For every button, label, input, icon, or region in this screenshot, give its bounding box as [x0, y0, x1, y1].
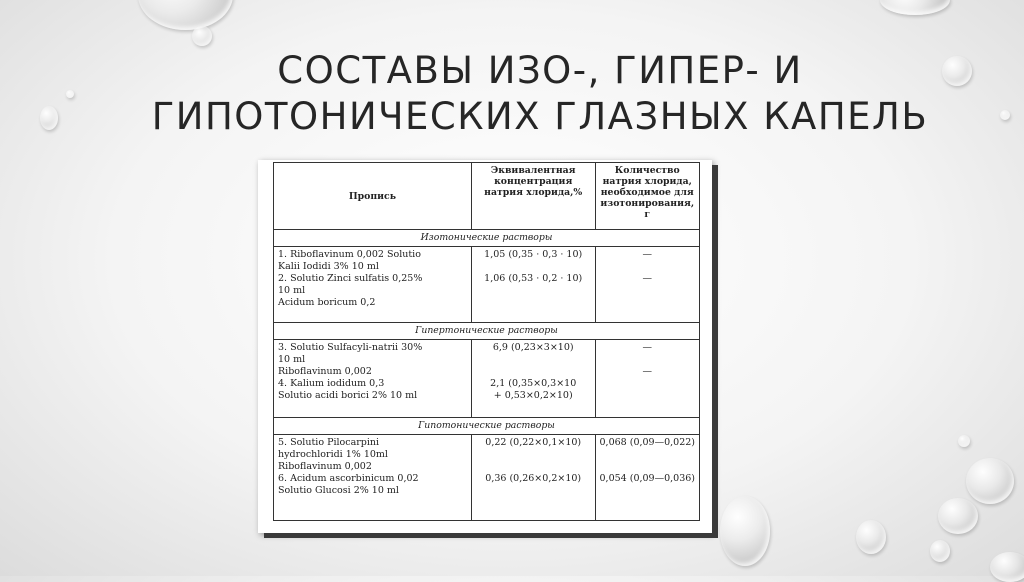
recipe-line: 3. Solutio Sulfacyli-natrii 30% [278, 342, 423, 353]
value-line: 0,068 (0,09—0,022) [599, 437, 695, 448]
recipe-line: 4. Kalium iodidum 0,3 [278, 378, 385, 389]
recipe-line: Kalii Iodidi 3% 10 ml [278, 261, 379, 272]
value-line: — [642, 249, 652, 260]
recipe-line: 2. Solutio Zinci sulfatis 0,25% [278, 273, 423, 284]
recipe-line: Acidum boricum 0,2 [278, 297, 376, 308]
value-line: 1,05 (0,35 · 0,3 · 10) [484, 249, 583, 260]
water-drop-decoration [930, 540, 950, 562]
water-drop-decoration [720, 496, 770, 566]
recipe-line: Riboflavinum 0,002 [278, 461, 372, 472]
water-drop-decoration [40, 106, 58, 130]
water-drop-decoration [856, 520, 886, 554]
table-row [274, 247, 700, 323]
section-title: Изотонические растворы [274, 230, 700, 247]
title-line-2: ГИПОТОНИЧЕСКИХ ГЛАЗНЫХ КАПЕЛЬ [151, 95, 929, 138]
value-line: 1,06 (0,53 · 0,2 · 10) [484, 273, 583, 284]
recipe-line: Solutio Glucosi 2% 10 ml [278, 485, 399, 496]
amount-cell [595, 340, 699, 418]
recipe-line: Riboflavinum 0,002 [278, 366, 372, 377]
value-line: — [642, 342, 652, 353]
section-row [274, 323, 700, 340]
header-recipe: Пропись [274, 163, 472, 230]
amount-cell [595, 435, 699, 521]
value-line: 0,054 (0,09—0,036) [599, 473, 695, 484]
recipe-cell [274, 340, 472, 418]
equivalent-cell [471, 340, 595, 418]
recipe-line: 10 ml [278, 354, 306, 365]
value-line: 0,36 (0,26×0,2×10) [485, 473, 582, 484]
table-header-row [274, 163, 700, 230]
recipe-line: hydrochloridi 1% 10ml [278, 449, 388, 460]
water-drop-decoration [66, 90, 74, 98]
section-title: Гипертонические растворы [274, 323, 700, 340]
section-row [274, 418, 700, 435]
table-row [274, 340, 700, 418]
value-line: 0,22 (0,22×0,1×10) [485, 437, 582, 448]
water-drop-decoration [192, 26, 212, 46]
recipe-line: 1. Riboflavinum 0,002 Solutio [278, 249, 421, 260]
water-drop-decoration [990, 552, 1024, 582]
title-line-1: СОСТАВЫ ИЗО-, ГИПЕР- И [277, 49, 803, 92]
equivalent-cell [471, 435, 595, 521]
value-line: — [642, 273, 652, 284]
page-title [130, 48, 950, 140]
amount-cell [595, 247, 699, 323]
recipe-line: Solutio acidi borici 2% 10 ml [278, 390, 418, 401]
recipe-cell [274, 435, 472, 521]
header-amount: Количество натрия хлорида, необходимое для изотонирования, г [595, 163, 699, 230]
eye-drops-table [273, 162, 700, 521]
water-drop-decoration [1000, 110, 1010, 120]
recipe-line: 6. Acidum ascorbinicum 0,02 [278, 473, 419, 484]
water-drop-decoration [966, 458, 1014, 504]
table-row [274, 435, 700, 521]
header-equivalent: Эквивалентная концентрация натрия хлорида,% [471, 163, 595, 230]
recipe-cell [274, 247, 472, 323]
water-drop-decoration [958, 435, 970, 447]
recipe-line: 10 ml [278, 285, 306, 296]
water-drop-decoration [138, 0, 233, 30]
recipe-line: 5. Solutio Pilocarpini [278, 437, 380, 448]
value-line: — [642, 366, 652, 377]
section-title: Гипотонические растворы [274, 418, 700, 435]
scanned-table-sheet [258, 160, 712, 533]
value-line: 2,1 (0,35×0,3×10 [490, 378, 577, 389]
value-line: + 0,53×0,2×10) [493, 390, 573, 401]
water-drop-decoration [938, 498, 978, 534]
section-row [274, 230, 700, 247]
water-drop-decoration [880, 0, 950, 15]
value-line: 6,9 (0,23×3×10) [492, 342, 574, 353]
equivalent-cell [471, 247, 595, 323]
